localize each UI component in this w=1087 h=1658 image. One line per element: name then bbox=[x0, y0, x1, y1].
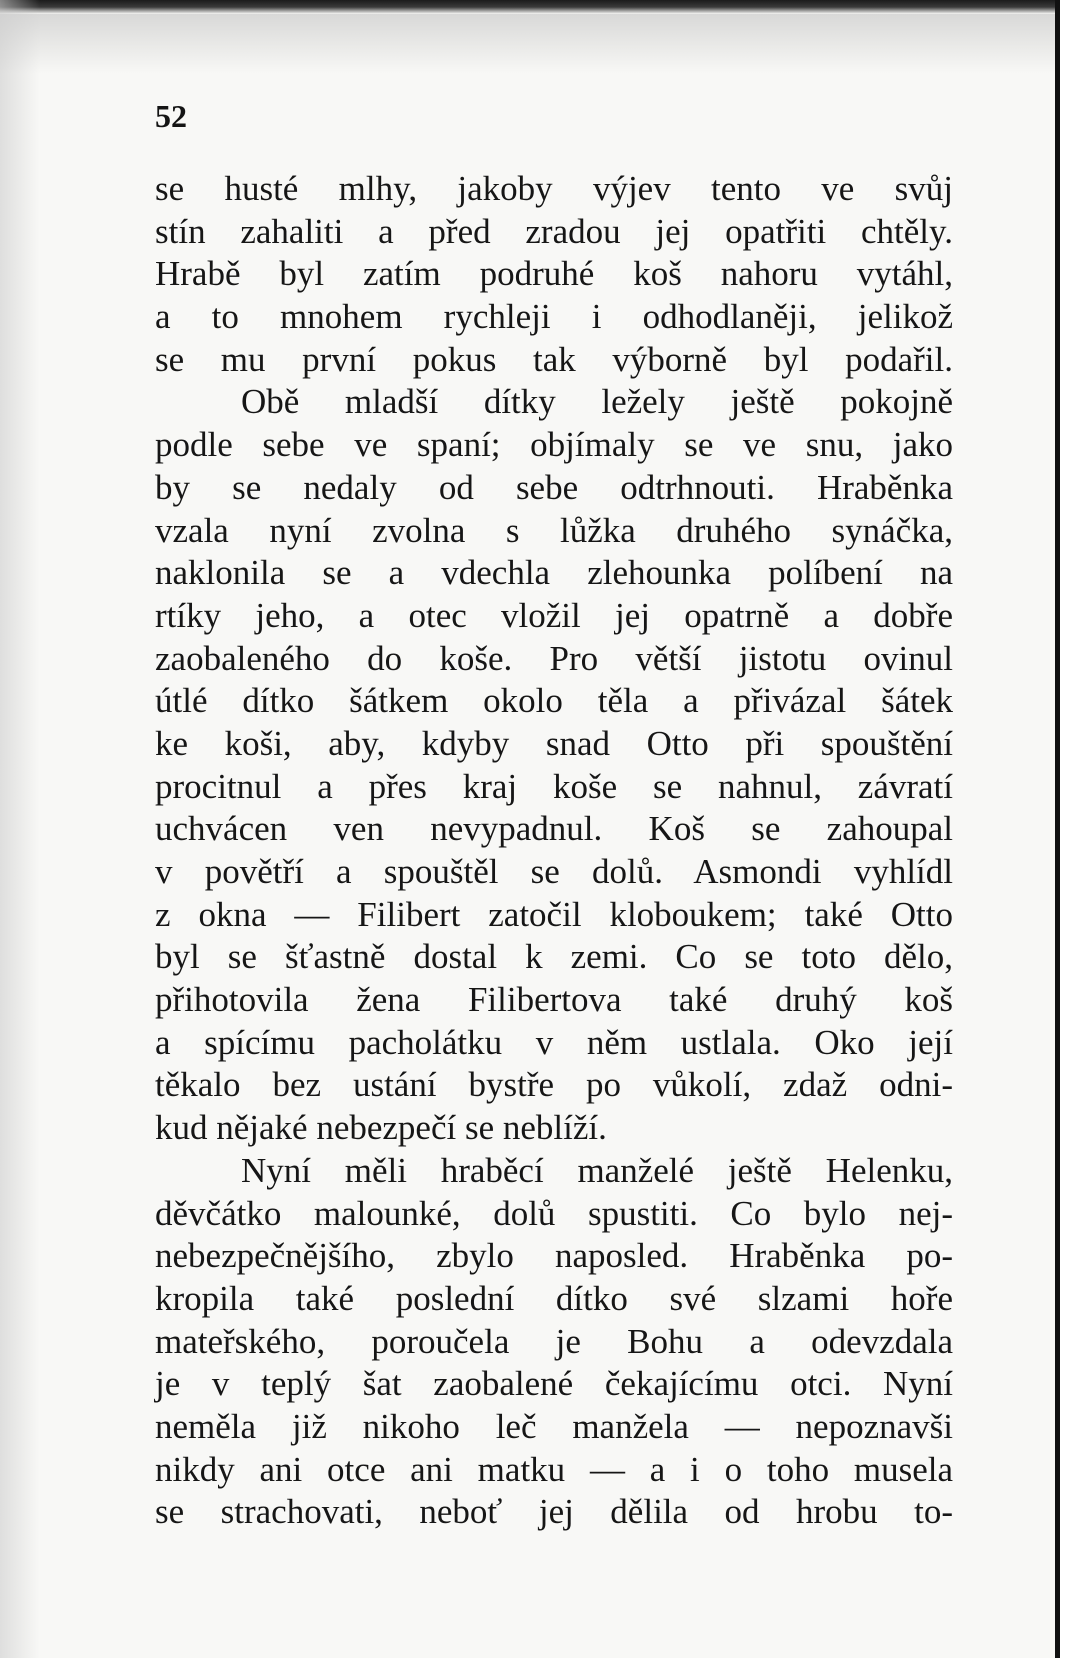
paragraph-end-line: kud nějaké nebezpečí se neblíží. bbox=[155, 1108, 607, 1148]
text-line: se husté mlhy, jakoby výjev tento ve svůj bbox=[155, 169, 953, 208]
text-line: a spícímu pacholátku v něm ustlala. Oko její bbox=[155, 1022, 953, 1062]
text-line: z okna — Filibert zatočil kloboukem; také Otto bbox=[155, 894, 953, 934]
text-line: zaobaleného do koše. Pro větší jistotu ovinul bbox=[155, 638, 953, 678]
text-line: rtíky jeho, a otec vložil jej opatrně a dobře bbox=[155, 595, 953, 635]
text-line: byl se šťastně dostal k zemi. Co se toto dělo, bbox=[155, 937, 953, 977]
text-line: se mu první pokus tak výborně byl podařil. bbox=[155, 339, 953, 379]
text-line: je v teplý šat zaobalené čekajícímu otci. Nyní bbox=[155, 1364, 953, 1404]
text-line: se strachovati, neboť jej dělila od hrobu to- bbox=[155, 1492, 953, 1532]
text-line: nikdy ani otce ani matku — a i o toho musela bbox=[155, 1449, 953, 1489]
text-line: Hrabě byl zatím podruhé koš nahoru vytáhl, bbox=[155, 254, 953, 294]
paragraph-start-line: Obě mladší dítky ležely ještě pokojně bbox=[241, 382, 953, 422]
text-line: v povětří a spouštěl se dolů. Asmondi vyhlídl bbox=[155, 852, 953, 891]
text-line: procitnul a přes kraj koše se nahnul, závratí bbox=[155, 766, 953, 806]
scan-right-margin bbox=[1060, 0, 1087, 1658]
text-line: těkalo bez ustání bystře po vůkolí, zdaž odni- bbox=[155, 1065, 953, 1105]
text-line: stín zahaliti a před zradou jej opatřiti chtěly. bbox=[155, 211, 953, 251]
text-line: přihotovila žena Filibertova také druhý koš bbox=[155, 980, 953, 1020]
text-line: děvčátko malounké, dolů spustiti. Co bylo nej- bbox=[155, 1193, 953, 1233]
scan-left-shade bbox=[0, 0, 40, 1658]
body-text bbox=[155, 168, 953, 1534]
scan-top-shadow bbox=[0, 14, 1087, 74]
text-line: ke koši, aby, kdyby snad Otto při spouštění bbox=[155, 723, 953, 763]
text-line: a to mnohem rychleji i odhodlaněji, jelikož bbox=[155, 297, 953, 337]
text-line: neměla již nikoho leč manžela — nepoznavši bbox=[155, 1406, 953, 1446]
text-line: útlé dítko šátkem okolo těla a přivázal šátek bbox=[155, 681, 953, 721]
paragraph-start-line: Nyní měli hraběcí manželé ještě Helenku, bbox=[241, 1150, 953, 1190]
text-line: nebezpečnějšího, zbylo naposled. Hraběnka po- bbox=[155, 1236, 953, 1276]
text-line: vzala nyní zvolna s lůžka druhého synáčka, bbox=[155, 510, 953, 550]
text-line: kropila také poslední dítko své slzami hoře bbox=[155, 1278, 953, 1318]
text-line: uchvácen ven nevypadnul. Koš se zahoupal bbox=[155, 809, 953, 849]
page-number: 52 bbox=[155, 98, 187, 134]
text-line: mateřského, poroučela je Bohu a odevzdala bbox=[155, 1321, 953, 1361]
scan-top-edge bbox=[0, 0, 1087, 14]
text-line: by se nedaly od sebe odtrhnouti. Hraběnka bbox=[155, 467, 953, 507]
text-line: podle sebe ve spaní; objímaly se ve snu, jako bbox=[155, 425, 953, 465]
text-line: naklonila se a vdechla zlehounka políbení na bbox=[155, 553, 953, 593]
